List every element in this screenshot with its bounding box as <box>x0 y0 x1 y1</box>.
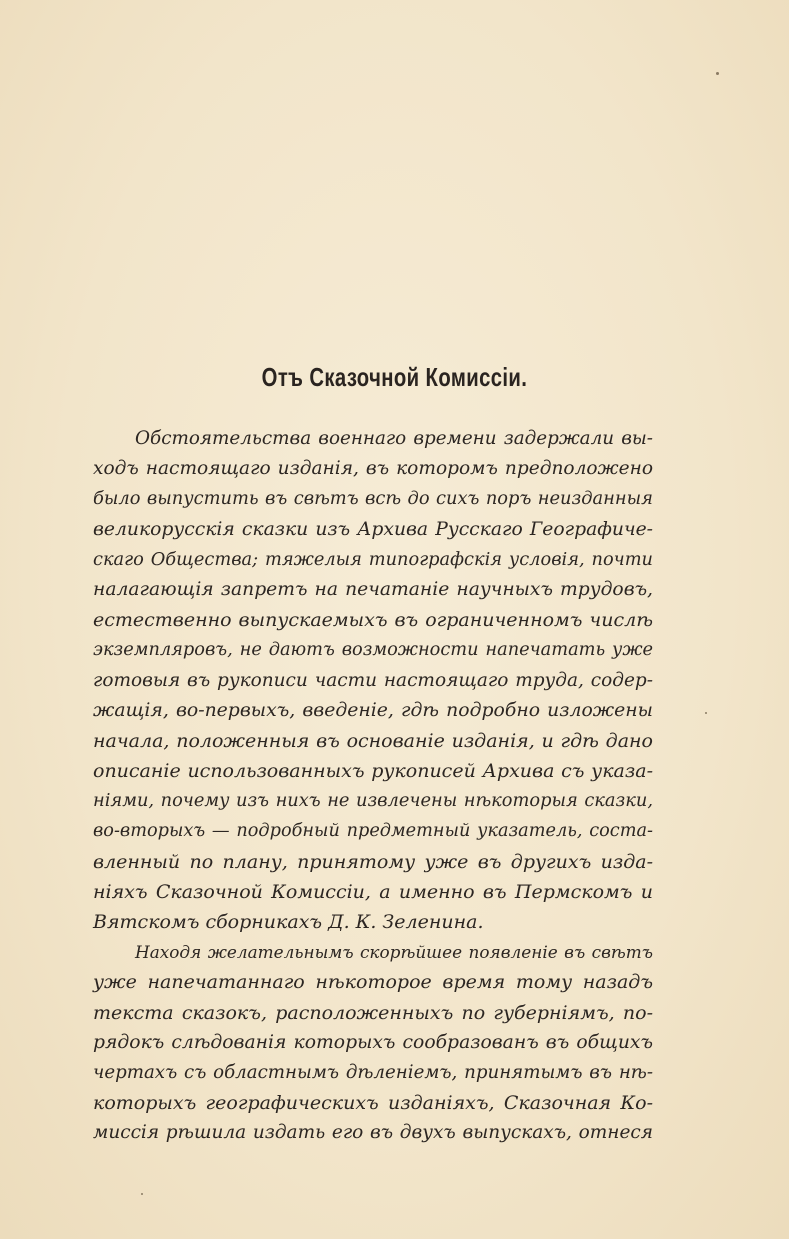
text-line: уже напечатаннаго нѣкоторое время тому назадъ <box>93 971 653 994</box>
text-line: рядокъ слѣдованія которыхъ сообразованъ въ общихъ <box>93 1031 653 1053</box>
text-line: Находя желательнымъ скорѣйшее появленіе въ свѣтъ <box>135 942 653 963</box>
text-line: Вятскомъ сборникахъ Д. К. Зеленина. <box>93 911 484 933</box>
paper-speck <box>705 712 707 714</box>
text-line: великорусскія сказки изъ Архива Русскаго Географиче- <box>93 518 653 540</box>
text-line: ходъ настоящаго изданія, въ которомъ предположено <box>93 458 653 480</box>
text-line: во-вторыхъ — подробный предметный указатель, соста- <box>93 821 653 842</box>
text-line: готовыя въ рукописи части настоящаго труда, содер- <box>93 669 653 691</box>
text-line: описаніе использованныхъ рукописей Архива съ указа- <box>93 760 653 783</box>
text-line: Обстоятельства военнаго времени задержали вы- <box>135 428 653 449</box>
text-line: естественно выпускаемыхъ въ ограниченномъ числѣ <box>93 609 653 632</box>
text-line: экземпляровъ, не даютъ возможности напечатать уже <box>93 640 653 661</box>
body-text <box>93 424 653 1149</box>
text-line: ніями, почему изъ нихъ не извлечены нѣкоторыя сказки, <box>93 790 653 812</box>
text-line: вленный по плану, принятому уже въ другихъ изда- <box>93 850 653 873</box>
text-line: налагающія запретъ на печатаніе научныхъ трудовъ, <box>93 578 653 600</box>
text-line: которыхъ географическихъ изданіяхъ, Сказочная Ко- <box>93 1092 653 1115</box>
paper-speck <box>141 1193 143 1195</box>
text-line: жащія, во-первыхъ, введеніе, гдѣ подробно изложены <box>93 699 653 721</box>
text-line: чертахъ съ областнымъ дѣленіемъ, принятымъ въ нѣ- <box>93 1061 653 1083</box>
text-line: миссія рѣшила издать его въ двухъ выпускахъ, отнеся <box>93 1122 653 1144</box>
page-title: Отъ Сказочной Комиссіи. <box>261 362 528 392</box>
text-line: текста сказокъ, расположенныхъ по губерніямъ, по- <box>93 1001 653 1024</box>
text-line: скаго Общества; тяжелыя типографскія условія, почти <box>93 548 653 570</box>
text-line: ніяхъ Сказочной Комиссіи, а именно въ Пермскомъ и <box>93 880 653 903</box>
paper-speck <box>716 72 719 75</box>
text-line: начала, положенныя въ основаніе изданія, и гдѣ дано <box>93 729 653 752</box>
text-line: было выпустить въ свѣтъ всѣ до сихъ поръ неизданныя <box>93 488 653 510</box>
